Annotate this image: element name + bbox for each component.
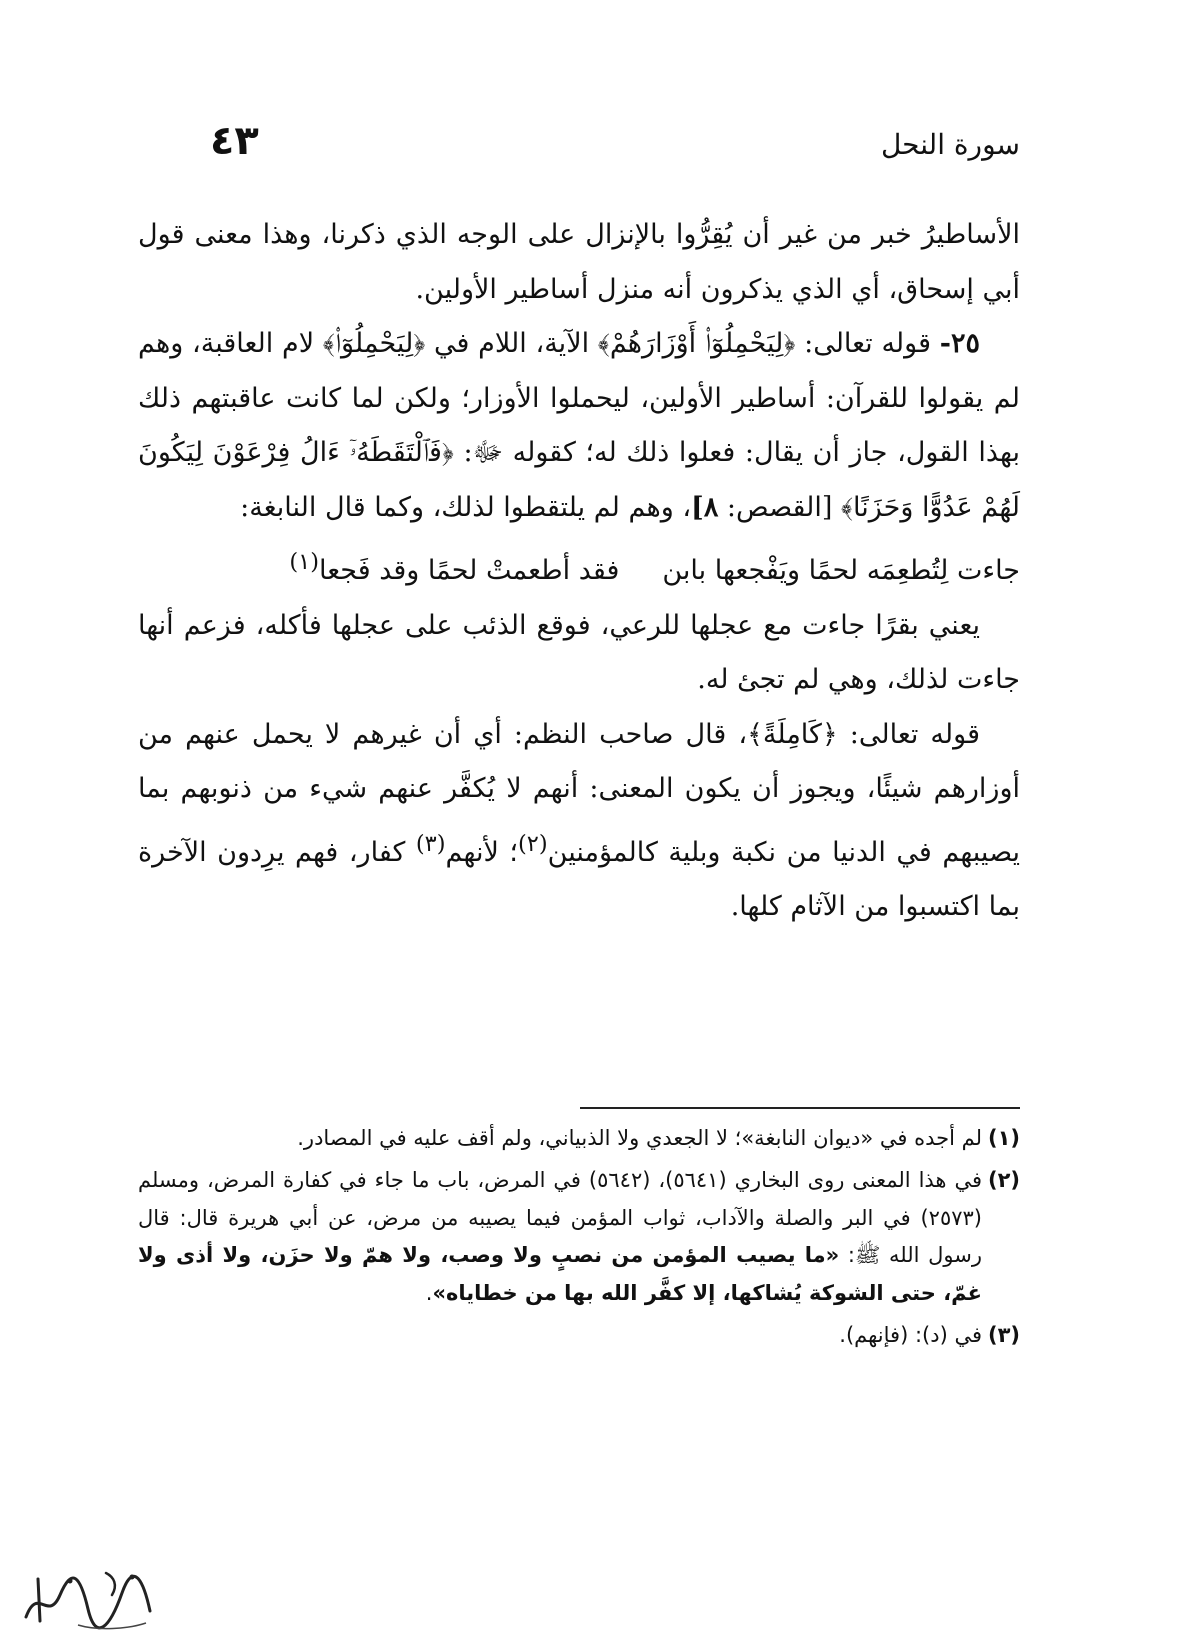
paragraph-3: يعني بقرًا جاءت مع عجلها للرعي، فوقع الذئب على عجلها فأكله، فزعم أنها جاءت لذلك، وهي لم تجئ له. [138, 609, 1020, 695]
footnotes [138, 1120, 1020, 1359]
footnote-text [138, 1162, 982, 1313]
paragraph-4 [138, 708, 1020, 935]
paragraph-2-text-e: ، وهم لم يلتقطوا لذلك، وكما قال النابغة: [240, 491, 692, 523]
paragraph-2-text-d: [القصص: [718, 491, 842, 523]
footnote-text: لم أجده في «ديوان النابغة»؛ لا الجعدي ولا الذبياني، ولم أقف عليه في المصادر. [297, 1126, 982, 1150]
paragraph-2 [138, 317, 1020, 535]
paragraph-4-text-b: ، قال صاحب النظم: أي أن غيرهم لا يحمل عنهم من أوزارهم شيئًا، ويجوز أن يكون المعنى: أنهم لا يُكفَّر عنهم شيء من ذنوبهم بما يصيبهم في الدنيا من نكبة وبلية كالمؤمنين [138, 718, 1021, 868]
paragraph-4-text-a: قوله تعالى: [837, 718, 980, 750]
paragraph-4-text-c: ؛ لأنهم [445, 836, 518, 868]
main-text [138, 208, 1020, 935]
hadith-quote: «ما يصيب المؤمن من نصبٍ ولا وصب، ولا همّ ولا حزَن، ولا أذى ولا غمّ، حتى الشوكة يُشاكها، إلا كفَّر الله بها من خطاياه» [138, 1243, 982, 1306]
quran-quote-4: ﴿كَامِلَةً﴾ [747, 718, 838, 750]
poem-first-half: جاءت لِتُطعِمَه لحمًا ويَفْجعها بابن [662, 555, 1020, 586]
quran-reference: ٨] [691, 491, 719, 523]
quran-quote-2: ﴿لِيَحْمِلُوٓا۟﴾ [322, 328, 426, 359]
paragraph-1: الأساطيرُ خبر من غير أن يُقِرُّوا بالإنزال على الوجه الذي ذكرنا، وهذا معنى قول أبي إسحاق، أي الذي يذكرون أنه منزل أساطير الأولين. [138, 219, 1020, 305]
verse-number: ٢٥- [939, 328, 980, 359]
footnote-ref-2: (٢) [517, 830, 548, 857]
footnote-text: في (د): (فإنهم). [839, 1322, 982, 1347]
footnote-divider [580, 1107, 1020, 1109]
page-number: ٤٣ [210, 118, 259, 164]
footnote-2-text-c: . [425, 1281, 433, 1306]
quran-quote-1: ﴿لِيَحْمِلُوٓا۟ أَوْزَارَهُمْ﴾ [597, 328, 796, 359]
footnote-mark: (٢) [987, 1167, 1020, 1192]
footnote-2 [138, 1162, 1020, 1313]
quran-quote-3: ﴿فَٱلْتَقَطَهُۥٓ ءَالُ فِرْعَوْنَ لِيَكُونَ لَهُمْ عَدُوًّا وَحَزَنًا﴾ [138, 437, 1020, 523]
paragraph-2-text-c: لام العاقبة، وهم لم يقولوا للقرآن: أساطير الأولين، ليحملوا الأوزار؛ ولكن لما كانت عاقبتهم ذلك بهذا القول، جاز أن يقال: فعلوا ذلك له؛ كقوله ﷻ: [138, 328, 1020, 468]
footnote-mark: (١) [987, 1126, 1020, 1150]
poem-verse [138, 535, 1020, 599]
footnote-ref-1: (١) [289, 549, 320, 575]
paragraph-2-text-b: الآية، اللام في [425, 328, 598, 359]
calligraphy-logo-icon [18, 1565, 158, 1635]
footnote-mark: (٣) [987, 1322, 1020, 1347]
footnote-2-text-a: في هذا المعنى روى البخاري (٥٦٤١)، (٥٦٤٢) في المرض، باب ما جاء في كفارة المرض، ومسلم (٢٥٧٣) في البر والصلة والآداب، ثواب المؤمن فيما يصيبه من مرض، عن أبي هريرة قال: قال رسول الله ﷺ: [138, 1167, 983, 1268]
footnote-3 [138, 1317, 1020, 1355]
poem-second-half: فقد أطعمتْ لحمًا وقد فَجعا [319, 555, 620, 586]
surah-title: سورة النحل [880, 128, 1020, 161]
page-header [140, 118, 1020, 178]
footnote-1 [138, 1120, 1020, 1158]
paragraph-2-text-a: قوله تعالى: [795, 328, 940, 359]
footnote-ref-3: (٣) [415, 830, 446, 857]
paragraph-4-text-d: كفار، فهم يرِدون الآخرة بما اكتسبوا من الآثام كلها. [138, 836, 1020, 922]
